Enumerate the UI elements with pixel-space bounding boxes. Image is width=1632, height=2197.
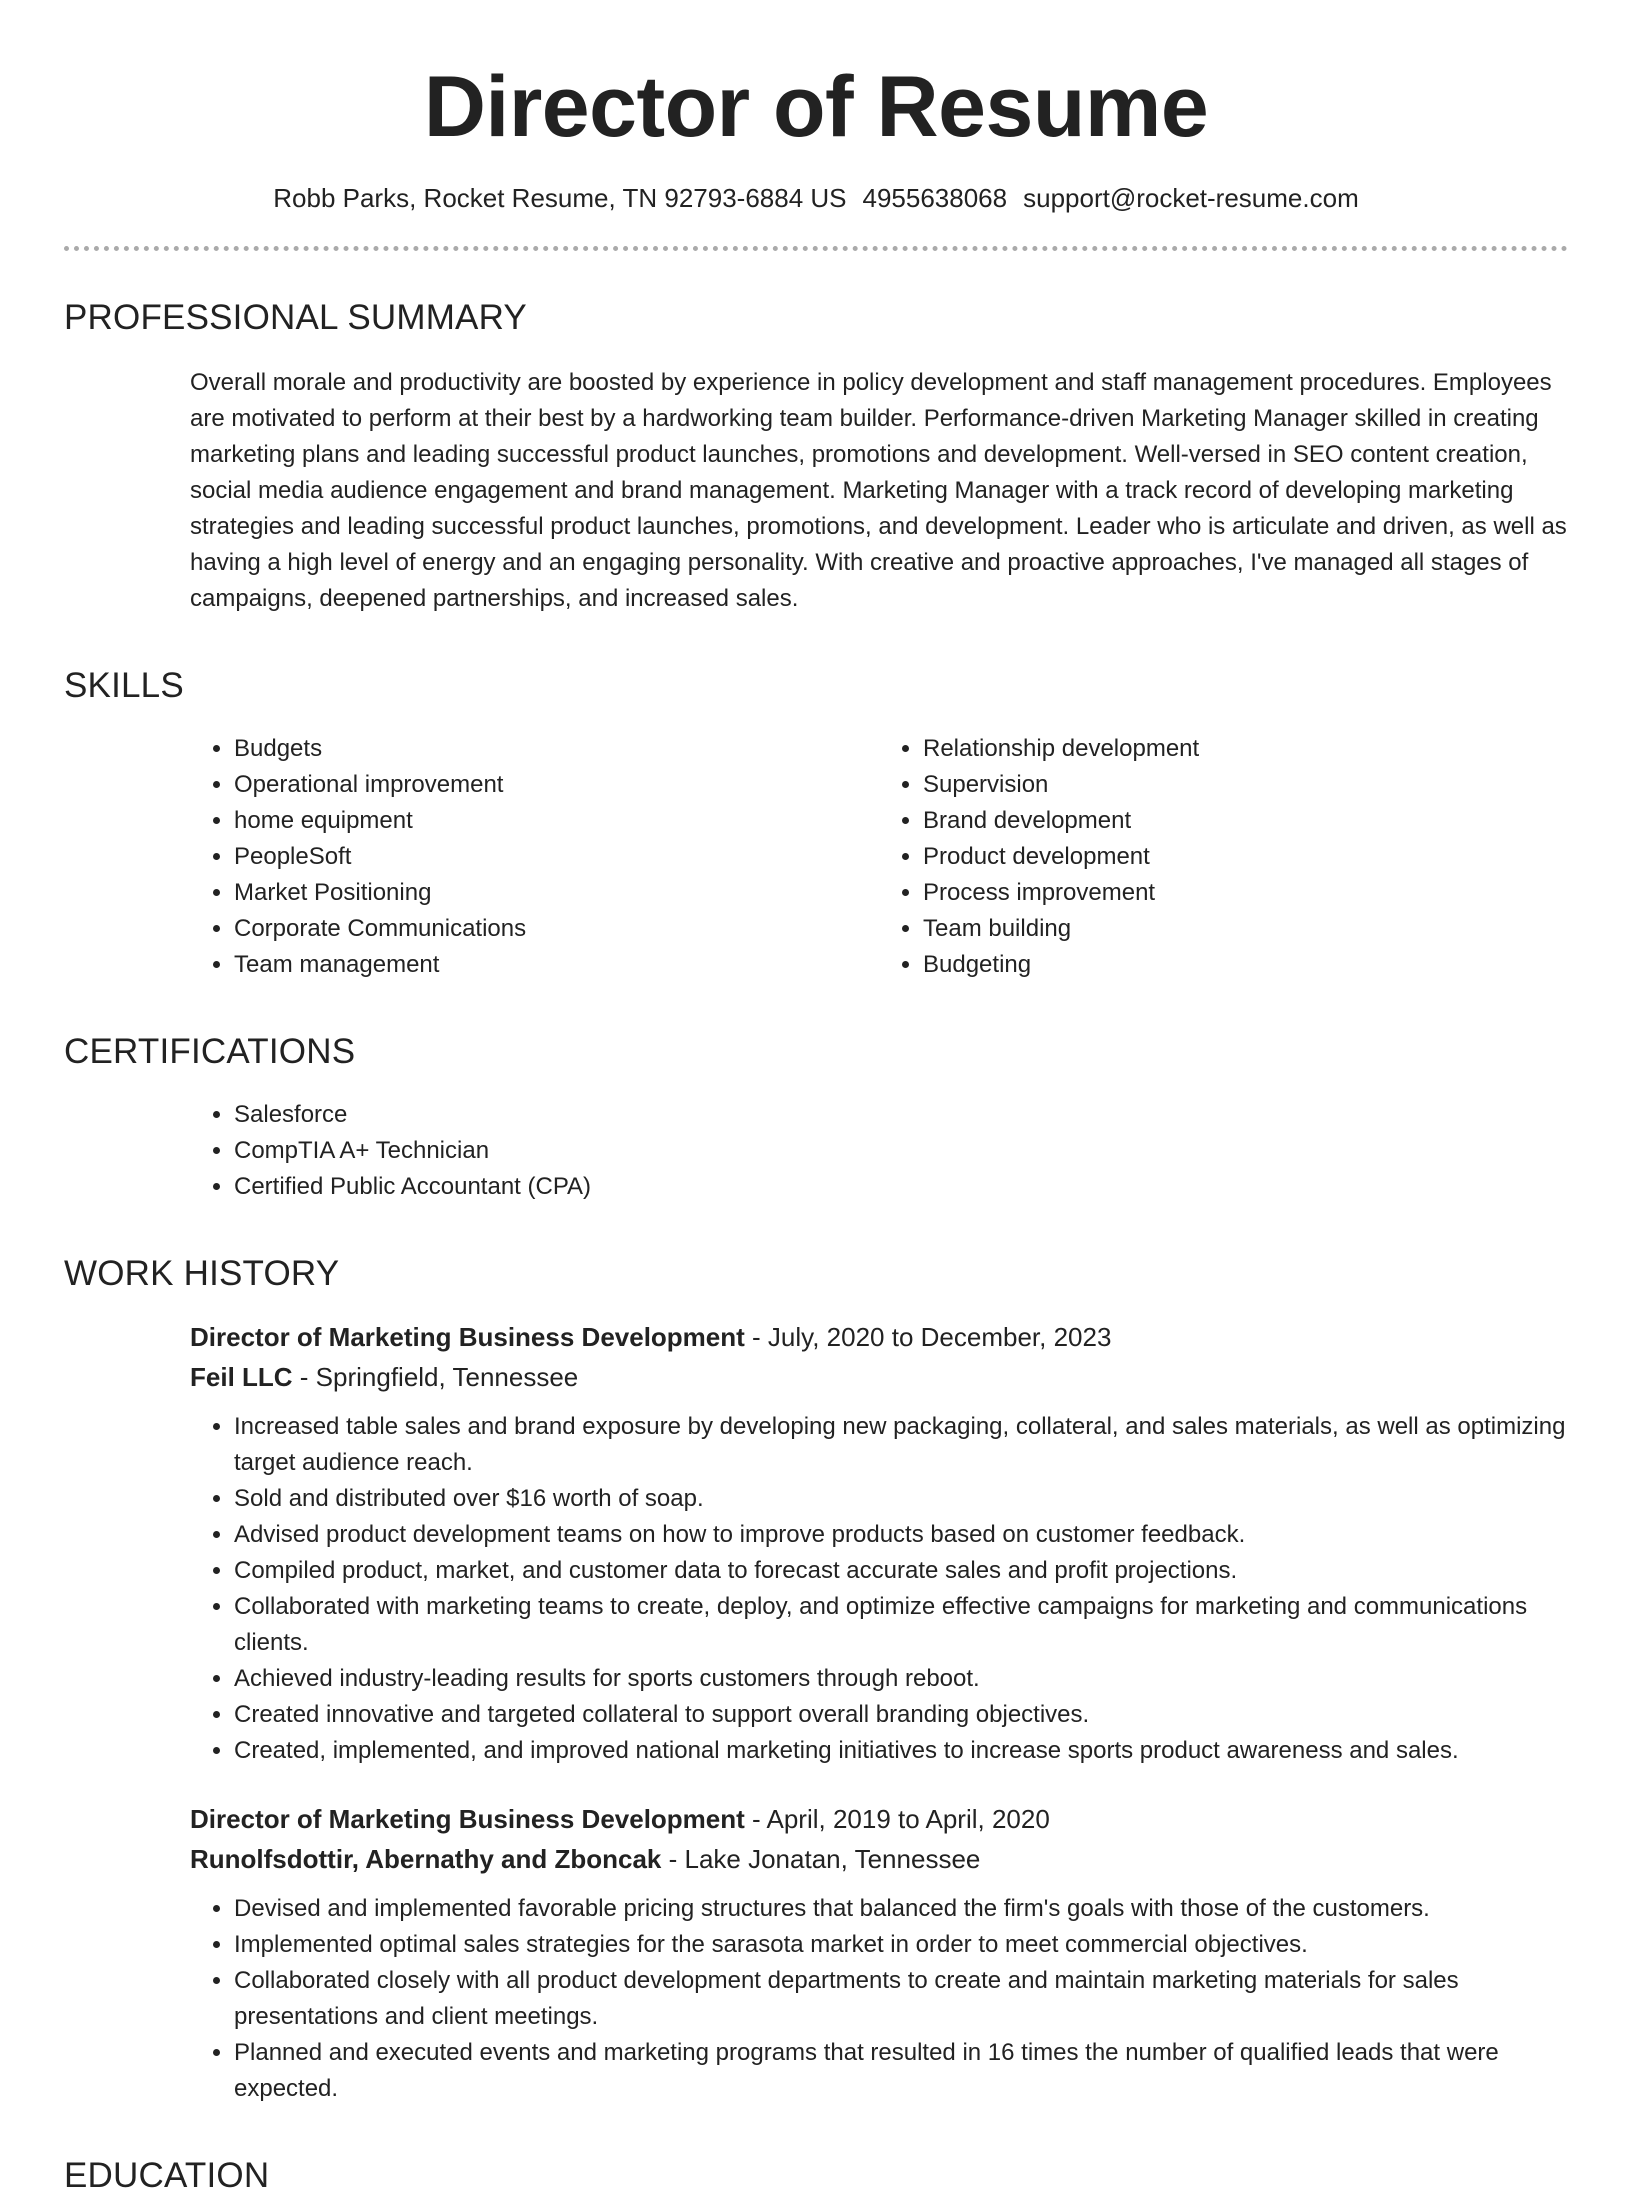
certification-item: • Salesforce [234, 1097, 1568, 1133]
header-divider [64, 246, 1568, 251]
job-bullet: • Created innovative and targeted collateral to support overall branding objectives. [234, 1697, 1568, 1733]
job-title: Director of Marketing Business Development [190, 1321, 745, 1352]
summary-text: Overall morale and productivity are boosted by experience in policy development and staff management procedures. Employees are motivated to perform at their best by a hardworking team builder. Performance-driven Marketing Manager skilled in creating marketing plans and leading successful product launches, promotions and development. Well-versed in SEO content creation, social media audience engagement and brand management. Marketing Manager with a track record of developing marketing strategies and leading successful product launches, promotions, and development. Leader who is articulate and driven, as well as having a high level of energy and an engaging personality. With creative and proactive approaches, I've managed all stages of campaigns, deepened partnerships, and increased sales. [190, 368, 1567, 612]
skill-item: • home equipment [234, 803, 879, 839]
certification-item: • CompTIA A+ Technician [234, 1133, 1568, 1169]
summary-heading: PROFESSIONAL SUMMARY [64, 297, 527, 337]
job-bullet: • Advised product development teams on how to improve products based on customer feedback. [234, 1517, 1568, 1553]
job-bullets [190, 1409, 1568, 1769]
job-bullet: • Created, implemented, and improved national marketing initiatives to increase sports product awareness and sales. [234, 1733, 1568, 1769]
job-company: Runolfsdottir, Abernathy and Zboncak [190, 1843, 662, 1874]
skill-item: • Brand development [923, 803, 1568, 839]
education-heading: EDUCATION [64, 2155, 270, 2195]
certification-item: • Certified Public Accountant (CPA) [234, 1169, 1568, 1205]
job-bullet: • Increased table sales and brand exposure by developing new packaging, collateral, and sales materials, as well as optimizing target audience reach. [234, 1409, 1568, 1481]
certifications-section [64, 1031, 1568, 1205]
job-entry [190, 1799, 1568, 2107]
job-company: Feil LLC [190, 1361, 293, 1392]
job-bullet: • Collaborated closely with all product development departments to create and maintain marketing materials for sales presentations and client meetings. [234, 1963, 1568, 2035]
skill-item: • PeopleSoft [234, 839, 879, 875]
job-location: - Springfield, Tennessee [292, 1361, 579, 1392]
job-title: Director of Marketing Business Development [190, 1803, 745, 1834]
skill-item: • Operational improvement [234, 767, 879, 803]
skills-right-list [879, 731, 1568, 983]
job-location: - Lake Jonatan, Tennessee [661, 1843, 981, 1874]
summary-section [64, 297, 1568, 617]
job-bullet: • Achieved industry-leading results for sports customers through reboot. [234, 1661, 1568, 1697]
job-bullet: • Collaborated with marketing teams to create, deploy, and optimize effective campaigns for marketing and communications clients. [234, 1589, 1568, 1661]
skills-section [64, 665, 1568, 983]
resume-page [64, 0, 1568, 2197]
job-company-line [190, 1357, 1568, 1397]
job-bullet: • Implemented optimal sales strategies for the sarasota market in order to meet commercial objectives. [234, 1927, 1568, 1963]
skill-item: • Team management [234, 947, 879, 983]
skill-item: • Product development [923, 839, 1568, 875]
contact-email: support@rocket-resume.com [1023, 182, 1359, 213]
job-company-line [190, 1839, 1568, 1879]
job-title-line [190, 1317, 1568, 1357]
skill-item: • Market Positioning [234, 875, 879, 911]
job-bullet: • Compiled product, market, and customer data to forecast accurate sales and profit projections. [234, 1553, 1568, 1589]
skill-item: • Supervision [923, 767, 1568, 803]
work-history-heading: WORK HISTORY [64, 1253, 340, 1293]
skill-item: • Corporate Communications [234, 911, 879, 947]
contact-line [64, 183, 1568, 214]
skill-item: • Budgeting [923, 947, 1568, 983]
job-bullet: • Sold and distributed over $16 worth of soap. [234, 1481, 1568, 1517]
skill-item: • Process improvement [923, 875, 1568, 911]
skills-left-list [190, 731, 879, 983]
certifications-heading: CERTIFICATIONS [64, 1031, 356, 1071]
contact-address: Robb Parks, Rocket Resume, TN 92793-6884 US [273, 182, 847, 213]
certifications-list [190, 1097, 1568, 1205]
skills-columns [190, 731, 1568, 983]
job-dates: - July, 2020 to December, 2023 [744, 1321, 1112, 1352]
skill-item: • Budgets [234, 731, 879, 767]
resume-title: Director of Resume [423, 59, 1209, 155]
skills-heading: SKILLS [64, 665, 184, 705]
job-bullets [190, 1891, 1568, 2107]
skill-item: • Relationship development [923, 731, 1568, 767]
job-entry [190, 1317, 1568, 1769]
education-section [64, 2155, 1568, 2197]
job-dates: - April, 2019 to April, 2020 [744, 1803, 1050, 1834]
job-title-line [190, 1799, 1568, 1839]
contact-phone: 4955638068 [862, 182, 1008, 213]
skill-item: • Team building [923, 911, 1568, 947]
job-bullet: • Devised and implemented favorable pricing structures that balanced the firm's goals with those of the customers. [234, 1891, 1568, 1927]
job-bullet: • Planned and executed events and marketing programs that resulted in 16 times the number of qualified leads that were expected. [234, 2035, 1568, 2107]
work-history-section [64, 1253, 1568, 2107]
